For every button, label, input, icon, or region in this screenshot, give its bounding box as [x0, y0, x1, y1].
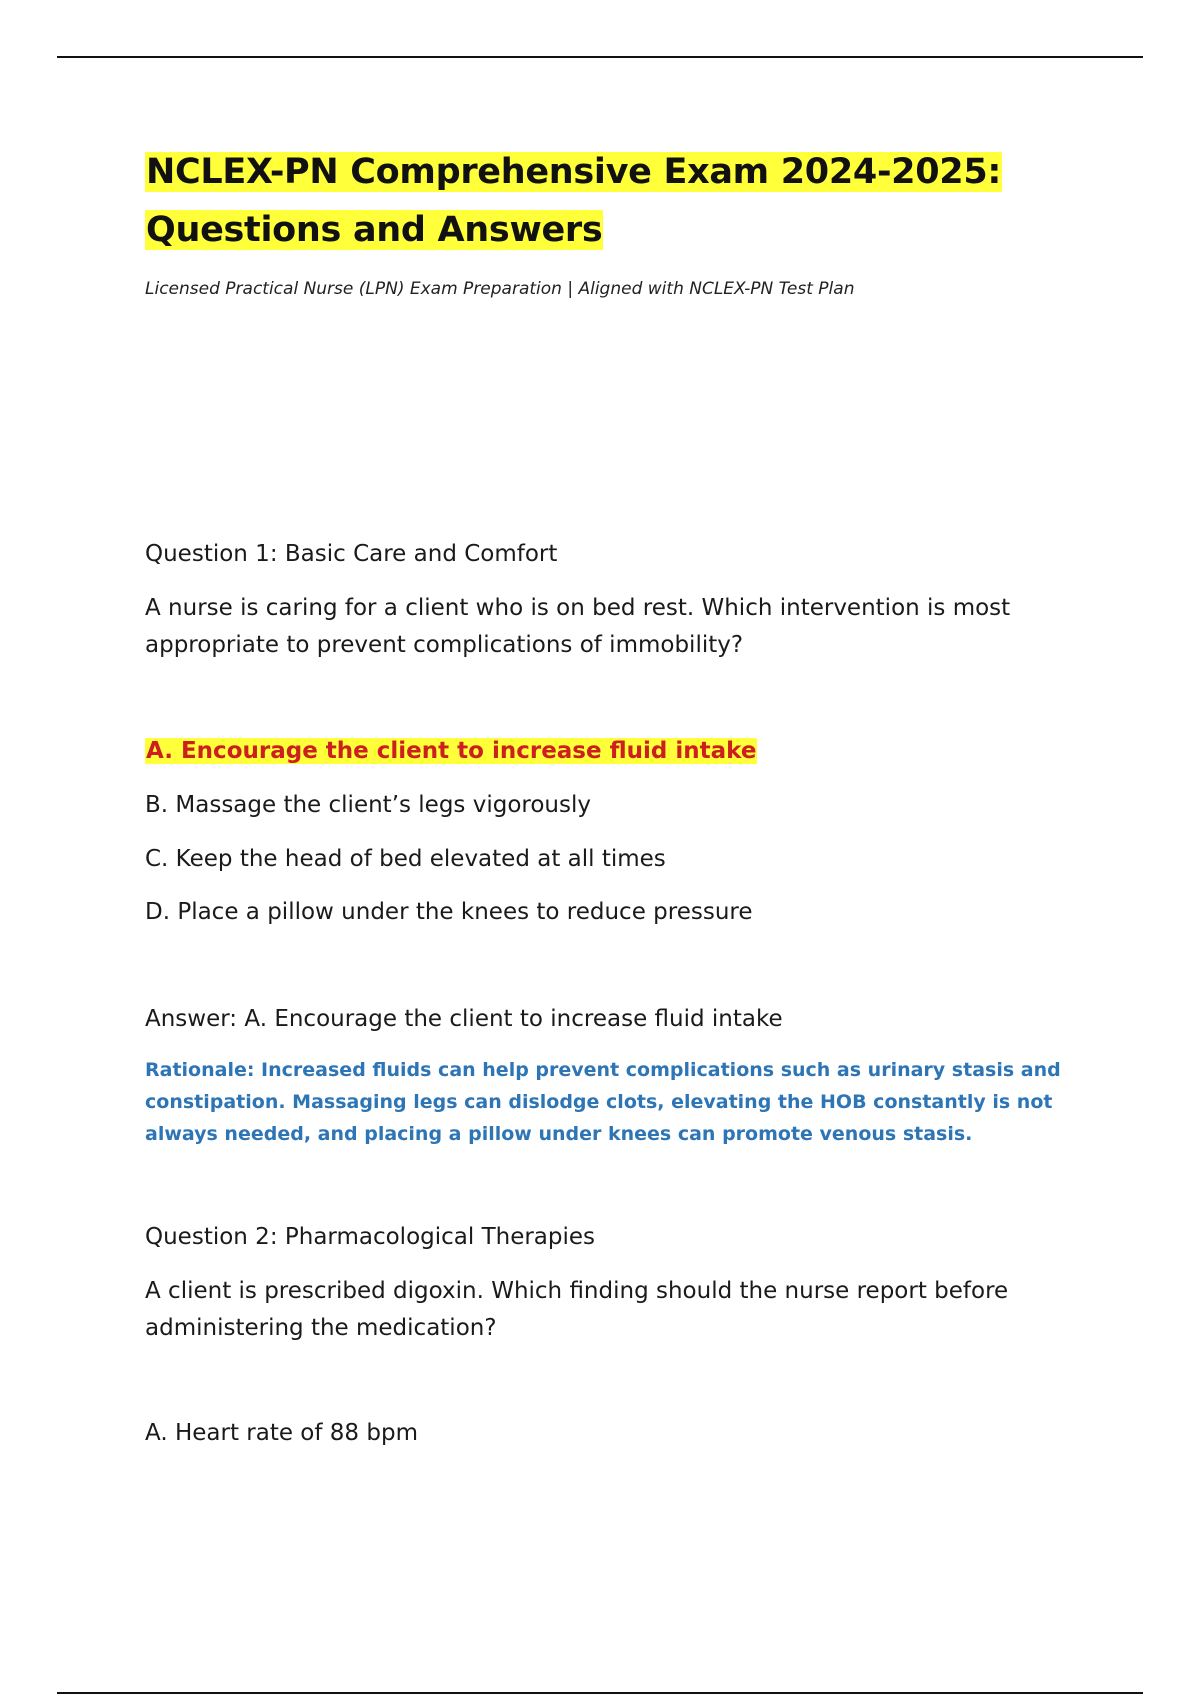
question-1-option-a-correct: A. Encourage the client to increase fluid intake [146, 738, 757, 764]
bottom-divider [57, 1692, 1143, 1694]
question-1-option-c: C. Keep the head of bed elevated at all times [145, 846, 666, 872]
question-1-answer: Answer: A. Encourage the client to increase fluid intake [145, 1006, 783, 1032]
title-line-1: NCLEX-PN Comprehensive Exam 2024-2025: [146, 152, 1002, 192]
question-1-rationale: Rationale: Increased fluids can help prevent complications such as urinary stasis and constipation. Massaging legs can dislodge clots, elevating the HOB constantly is not always needed, and placing a pillow under knees can promote venous stasis. [145, 1059, 1061, 1145]
document-subtitle: Licensed Practical Nurse (LPN) Exam Preparation | Aligned with NCLEX-PN Test Plan [145, 279, 855, 299]
question-1-option-b: B. Massage the client’s legs vigorously [145, 792, 591, 818]
title-line-2: Questions and Answers [146, 210, 603, 250]
question-2-option-a: A. Heart rate of 88 bpm [145, 1420, 418, 1446]
question-1-text: A nurse is caring for a client who is on bed rest. Which intervention is most appropriate to prevent complications of immobility? [145, 595, 1011, 658]
top-divider [57, 56, 1143, 58]
question-1-option-d: D. Place a pillow under the knees to reduce pressure [145, 899, 753, 925]
question-1-heading: Question 1: Basic Care and Comfort [145, 541, 558, 567]
document-title [145, 143, 1002, 259]
question-2-text: A client is prescribed digoxin. Which finding should the nurse report before administering the medication? [145, 1278, 1009, 1341]
question-2-heading: Question 2: Pharmacological Therapies [145, 1224, 596, 1250]
